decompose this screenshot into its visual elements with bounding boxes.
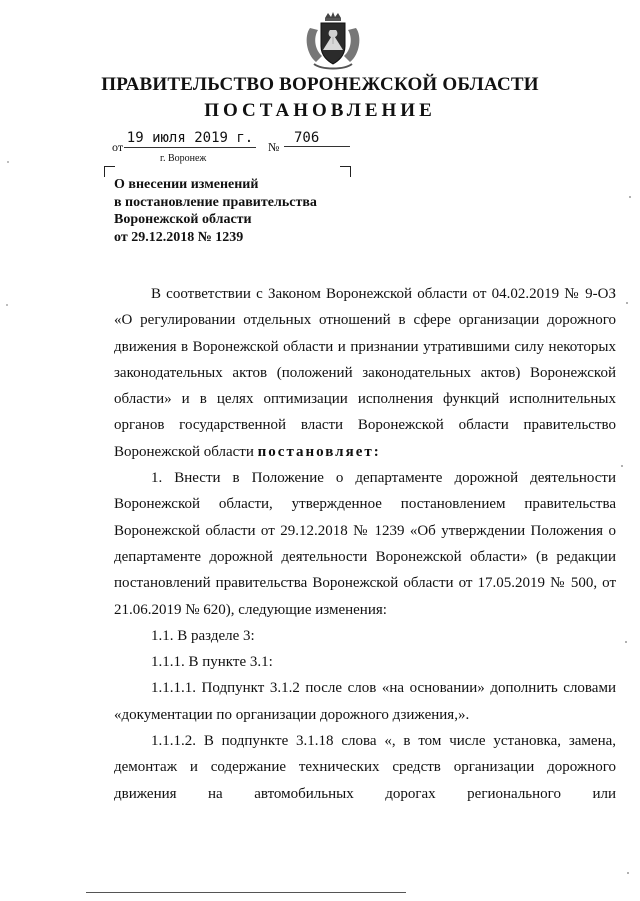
number-label: № (268, 140, 280, 154)
subject-line: О внесении изменений (114, 177, 259, 192)
subject-line: Воронежской области (114, 212, 252, 227)
date-from-label: от (112, 140, 124, 154)
city-label: г. Воронеж (160, 153, 207, 164)
item-1-1-1-paragraph: 1.1.1. В пункте 3.1: (151, 654, 273, 671)
subject-line: от 29.12.2018 № 1239 (114, 229, 244, 245)
bottom-rule (86, 892, 406, 893)
subject-line: в постановление правительства (114, 194, 317, 210)
item-1-1-1-1-paragraph: 1.1.1.1. Подпункт 3.1.2 после слов «на основании» дополнить словами «документации по организации дорожного дзижения,». (114, 680, 616, 723)
subject-bracket-right (340, 166, 351, 177)
item-1-paragraph: 1. Внести в Положение о департаменте дорожной деятельности Воронежской области, утвержденное постановлением правительства Воронежской области от 29.12.2018 № 1239 «Об утверждении Положения о департаменте дорожной деятельности Воронежской области» (в редакции постановлений правительства Воронежской области от 17.05.2019 № 500, от 21.06.2019 № 620), следующие изменения: (114, 470, 616, 618)
coat-of-arms-icon (300, 10, 366, 72)
preamble-paragraph (114, 281, 616, 465)
decree-word: постановляет: (257, 443, 381, 460)
government-name: ПРАВИТЕЛЬСТВО ВОРОНЕЖСКОЙ ОБЛАСТИ (101, 74, 539, 95)
decree-number: 706 (284, 130, 350, 147)
item-1-1-1-2-paragraph: 1.1.1.2. В подпункте 3.1.18 слова «, в том числе установка, замена, демонтаж и содержание технических средств организации дорожного движения на автомобильных дорогах регионального или (114, 733, 616, 802)
preamble-text: В соответствии с Законом Воронежской области от 04.02.2019 № 9-ОЗ «О регулировании отдельных отношений в сфере организации дорожного движения в Воронежской области и признании утратившими силу некоторых законодательных актов (положений законодательных актов) Воронежской области» и в целях оптимизации исполнения функций исполнительных органов государственной власти Воронежской области правительство Воронежской области (114, 286, 616, 460)
decree-date: 19 июля 2019 г. (124, 130, 256, 148)
document-type-title: ПОСТАНОВЛЕНИЕ (204, 100, 436, 121)
decree-body (114, 281, 616, 807)
item-1-1-paragraph: 1.1. В разделе 3: (151, 627, 255, 644)
decree-subject (114, 176, 317, 246)
